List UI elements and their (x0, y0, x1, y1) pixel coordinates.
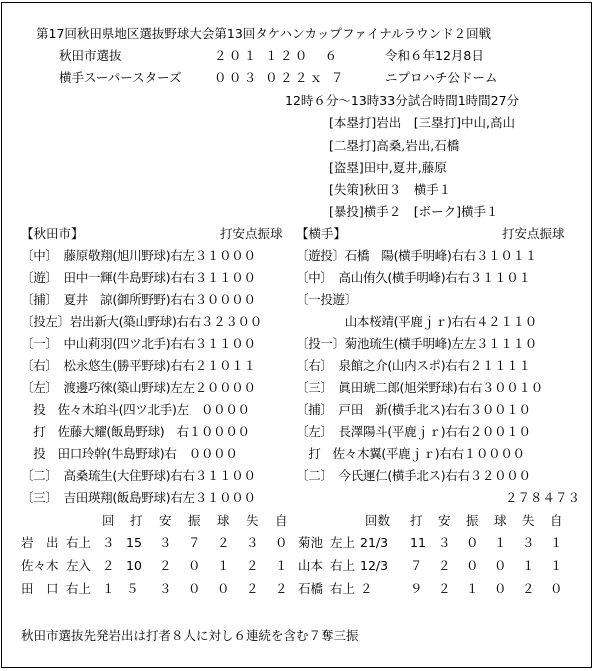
pitcher-name: 石橋 (298, 581, 324, 596)
pitcher-stat: ２ (438, 558, 451, 573)
batting-row-left: 〔中〕 藤原敬翔(旭川野球)右左３１０００ (21, 248, 256, 263)
batting-row-left: 〔右〕 松永悠生(勝平野球)右右２１０１１ (21, 358, 256, 373)
batting-row-left: 〔遊〕 田中一輝(牛島野球)右右３１１００ (21, 270, 256, 285)
pitcher-stat: １ (522, 558, 535, 573)
pitcher-name: 佐々木 (21, 558, 59, 573)
batting-row-left: 〔二〕 高桑琉生(大住野球)右右３１１００ (21, 468, 256, 483)
pitcher-stat: 10 (126, 558, 142, 573)
pitcher-stat: ２ (102, 558, 115, 573)
batting-row-left: 打 佐藤大耀(飯島野球) 右１００００ (21, 424, 250, 439)
pitcher-stat: １ (550, 558, 563, 573)
pitcher-stat: ０ (494, 558, 507, 573)
pitcher-stat: ７ (410, 558, 423, 573)
pitcher-stat: ０ (494, 581, 507, 596)
right-team-totals: ２７８４７３ (505, 490, 581, 505)
pitcher-stat: ０ (188, 581, 201, 596)
pitcher-stat: ０ (550, 581, 563, 596)
batting-row-left: 〔左〕 渡邊巧徠(築山野球)左左２００００ (21, 380, 256, 395)
pitch-header-left: 打 (130, 513, 143, 528)
pitcher-name: 菊池 (298, 535, 324, 550)
pitcher-stat: ２ (275, 581, 288, 596)
pitcher-hand: 右上 (330, 558, 356, 573)
pitch-header-left: 振 (188, 513, 201, 528)
pitch-header-left: 球 (217, 513, 230, 528)
note-line: [盗塁]田中,夏井,藤原 (329, 160, 447, 175)
pitcher-hand: 右上 (66, 581, 92, 596)
pitcher-stat: １ (275, 558, 288, 573)
pitcher-stat: ０ (466, 558, 479, 573)
batting-row-left: 〔捕〕 夏井 諒(御所野野)右右３００００ (21, 292, 256, 307)
pitcher-stat: ３ (159, 535, 172, 550)
batting-row-left: 投 佐々木珀斗(四ツ北手)左 ００００ (21, 402, 250, 417)
venue: ニプロハチ公ドーム (385, 70, 498, 85)
batting-row-left: 〔三〕 吉田瑛翔(飯島野球)右左３１０００ (21, 490, 256, 505)
batting-row-right: 〔投一〕菊池琉生(横手明峰)左左３１１１０ (296, 336, 537, 351)
pitch-header-right: 自 (550, 513, 563, 528)
pitch-header-right: 回数 (365, 513, 391, 528)
pitcher-hand: 右上 (330, 581, 356, 596)
batting-row-left: 〔投左〕岩出新大(築山野球)右右３２３００ (21, 314, 262, 329)
pitcher-stat: ３ (246, 535, 259, 550)
team2-linescore: ００３ ０２２ｘ ７ (214, 70, 346, 85)
pitcher-stat: ０ (275, 535, 288, 550)
pitch-header-left: 自 (275, 513, 288, 528)
right-batting-header: 打安点振球 (502, 226, 565, 241)
pitcher-name: 田 口 (21, 581, 59, 596)
game-time: 12時６分～13時33分試合時間1時間27分 (285, 93, 520, 108)
pitcher-stat: ３ (102, 535, 115, 550)
right-team-label: 【横手】 (296, 226, 347, 241)
batting-row-right: 〔三〕 眞田琥二郎(旭栄野球)右右３００１０ (296, 380, 543, 395)
pitcher-stat: ９ (410, 581, 423, 596)
note-line: [失策]秋田３ 横手１ (329, 182, 452, 197)
pitcher-name: 岩 出 (21, 535, 59, 550)
pitcher-stat: ２ (159, 558, 172, 573)
batting-row-left: 〔一〕 中山莉羽(四ツ北手)右右３１１００ (21, 336, 256, 351)
batting-row-right: 〔二〕 今氏運仁(横手北ス)右右３２０００ (296, 468, 531, 483)
pitcher-stat: ２ (360, 581, 373, 596)
pitcher-stat: １ (466, 581, 479, 596)
pitcher-stat: ０ (466, 535, 479, 550)
pitcher-stat: ３ (159, 581, 172, 596)
pitcher-stat: 11 (410, 535, 426, 550)
pitcher-hand: 左入 (66, 558, 92, 573)
note-line: [本塁打]岩出 [三塁打]中山,高山 (329, 115, 515, 130)
pitcher-stat: ０ (217, 581, 230, 596)
pitcher-stat: ２ (246, 581, 259, 596)
pitcher-stat: １ (217, 558, 230, 573)
team1-linescore: ２０１ １２０ ６ (214, 48, 340, 63)
pitcher-name: 山本 (298, 558, 324, 573)
note-line: [暴投]横手２ [ボーク]横手１ (329, 204, 499, 219)
batting-row-right: 〔左〕 長澤陽斗(平鹿ｊｒ)右右２００１０ (296, 424, 531, 439)
game-date: 令和６年12月8日 (385, 48, 484, 63)
batting-row-left: 投 田口玲幹(牛島野球)右 ００００ (21, 446, 238, 461)
pitch-header-right: 安 (438, 513, 451, 528)
pitch-header-right: 打 (410, 513, 423, 528)
pitcher-stat: 21/3 (360, 535, 389, 550)
batting-row-right: 〔捕〕 戸田 新(横手北ス)右右３００１０ (296, 402, 531, 417)
pitcher-stat: 12/3 (360, 558, 389, 573)
pitcher-stat: ３ (522, 535, 535, 550)
pitcher-stat: ２ (522, 581, 535, 596)
pitcher-stat: ２ (217, 535, 230, 550)
pitcher-hand: 右上 (66, 535, 92, 550)
pitch-header-left: 安 (159, 513, 172, 528)
footer-note: 秋田市選抜先発岩出は打者８人に対し６連続を含む７奪三振 (21, 628, 359, 643)
pitcher-stat: 15 (126, 535, 142, 550)
batting-row-right: 〔一投遊〕 (296, 292, 358, 307)
pitcher-stat: １ (102, 581, 115, 596)
pitch-header-right: 球 (494, 513, 507, 528)
pitcher-stat: １ (550, 535, 563, 550)
pitch-header-right: 失 (522, 513, 535, 528)
batting-row-right: 〔中〕 高山侑久(横手明峰)右右３１１０１ (296, 270, 531, 285)
pitcher-hand: 左上 (330, 535, 356, 550)
batting-row-right: 〔遊投〕石橋 陽(横手明峰)右右３１０１１ (296, 248, 537, 263)
left-batting-header: 打安点振球 (220, 226, 283, 241)
batting-row-right: 山本桜靖(平鹿ｊｒ)右右４２１１０ (296, 314, 537, 329)
pitcher-stat: ５ (126, 581, 139, 596)
team1-name: 秋田市選抜 (59, 48, 122, 63)
pitcher-stat: ２ (438, 581, 451, 596)
note-line: [二塁打]高桑,岩出,石橋 (329, 138, 460, 153)
pitcher-stat: ０ (188, 558, 201, 573)
pitch-header-left: 失 (246, 513, 259, 528)
pitcher-stat: １ (494, 535, 507, 550)
batting-row-right: 打 佐々木翼(平鹿ｊｒ)右右１００００ (296, 446, 525, 461)
game-title: 第17回秋田県地区選抜野球大会第13回タケハンカップファイナルラウンド２回戦 (36, 26, 492, 41)
pitcher-stat: ２ (246, 558, 259, 573)
pitcher-stat: ７ (188, 535, 201, 550)
pitch-header-right: 振 (466, 513, 479, 528)
team2-name: 横手スーパースターズ (59, 70, 182, 85)
left-team-label: 【秋田市】 (21, 226, 84, 241)
pitcher-stat: ３ (438, 535, 451, 550)
batting-row-right: 〔右〕 泉館之介(山内スポ)右右２１１１１ (296, 358, 531, 373)
pitch-header-left: 回 (102, 513, 115, 528)
